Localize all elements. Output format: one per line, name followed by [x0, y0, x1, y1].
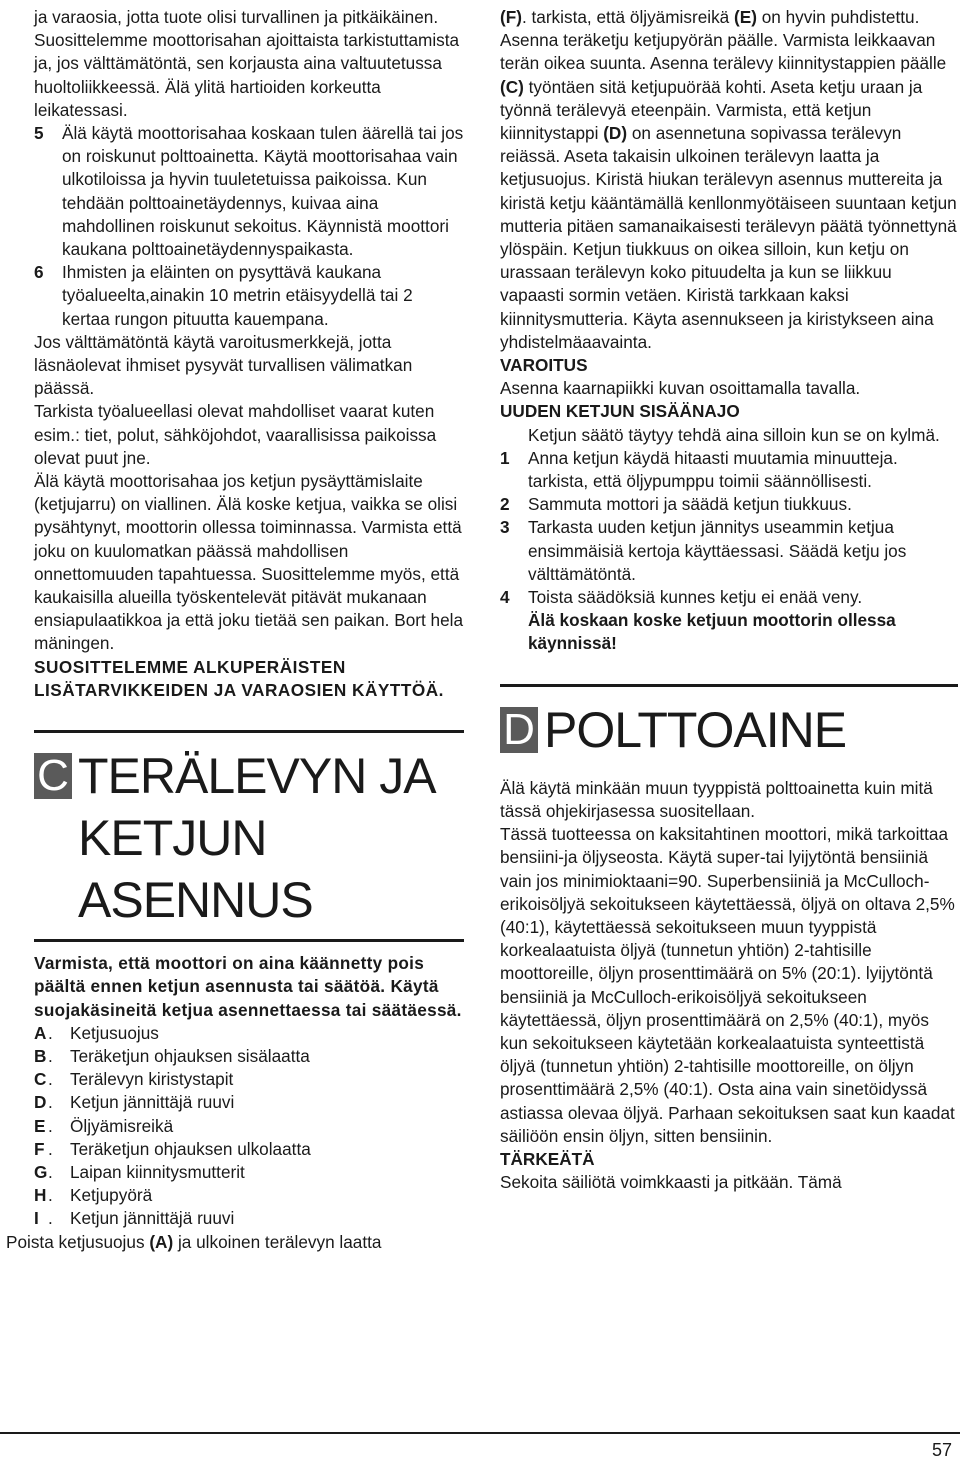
legend-label: Terälevyn kiristystapit [70, 1069, 234, 1090]
legend-label: Teräketjun ohjauksen sisälaatta [70, 1045, 310, 1066]
step-warning: Älä koskaan koske ketjuun moottorin ollessa käynnissä! [528, 610, 896, 654]
step-number: 3 [500, 517, 510, 538]
fuel-paragraph-2: Tässä tuotteessa on kaksitahtinen moottori, mikä tarkoittaa bensiini-ja öljyseosta. Käytä super-tai lyijytöntä bensiiniä vain jos minimioktaani=90. Superbensiiniä ja McCulloch-erikoisöljyä sekoitukseen käytettäessä, öljyä on oltava 2,5% (40:1), käytettäessä sekoitukseen muun tyyppistä korkealaatuista öljyä (tunnetun yhtiön) 2-tahtisille moottoreille, öljyn prosenttimäärä on 5% (20:1). lyijytöntä bensiiniä ja McCulloch-erikoisöljyä sekoitukseen käytettäessä, öljyn prosenttimäärä on 2,5% (40:1), myös kun sekoitukseen käytetään korkealaatuista synteettistä öljyä (tunnetun yhtiön) 2-tahtisille moottoreille, on öljyn prosenttimäärä 2,5% (40:1). Osta aina vain sinetöidyssä astiassa olevaa öljyä. Parhaan sekoituksen saat kun kaadat säiliöön ensin öljyn, sitten bensiinin. [500, 824, 955, 1146]
legend-key: E [34, 1115, 46, 1136]
intro-paragraph: ja varaosia, jotta tuote olisi turvallinen ja pitkäikäinen. Suosittelemme moottorisahan ajoittaista tarkistuttamista ja, jos välttämätöntä, sen korjausta aina valtuutetussa huoltoliikkeessä. Älä ylitä hartioiden korkeutta leikatessasi. [34, 7, 460, 120]
legend-item: G . Laipan kiinnitysmutterit [34, 1161, 464, 1184]
legend-key: A [34, 1022, 47, 1043]
section-divider [500, 684, 958, 687]
part-ref: (E) [734, 7, 757, 27]
section-title [78, 745, 436, 931]
legend-key: I [34, 1208, 39, 1229]
section-letter-badge: D [500, 707, 538, 753]
remove-cover-paragraph [6, 1231, 464, 1254]
text-run: on asennetuna sopivassa terälevyn reiässä. Aseta takaisin ulkoinen terälevyn laatta ja ketjusuojus. Kiristä hiukan terälevyn asennus muttereita ja kiristä ketju kääntämällä kenllonmyötäiseen suuntaan ketjun mutteria pitäen samanaikaisesti terälevyn päätä työnnettynä ylöspäin. Ketjun tiukkuus on oikea silloin, kun ketju on urassaan terälevyn koko pituudelta ja kun se liikkuu vapaasti sormin vetäen. Kiristä tarkkaan kaksi kiinnitysmutteria. Käyta asennukseen ja kiristykseen aina yhdistelmäaavainta. [500, 123, 957, 352]
break-in-steps [500, 447, 958, 656]
recommendation-paragraph: SUOSITTELEMME ALKUPERÄISTEN LISÄTARVIKKEIDEN JA VARAOSIEN KÄYTTÖÄ. [34, 656, 444, 700]
item-text: Ihmisten ja eläinten on pysyttävä kaukana työalueelta,ainakin 10 metrin etäisyydellä tai 2 kertaa rungon pituutta kauempana. [62, 262, 413, 329]
chain-brake-paragraph: Älä käytä moottorisahaa jos ketjun pysäyttämislaite (ketjujarru) on viallinen. Älä koske ketjua, vaikka se olisi pysähtynyt, moottorin ollessa toiminnassa. Varmista että joku on kuulomatkan päässä mahdollisen onnettomuuden tapahtuessa. Suosittelemme myös, että kaukaisilla alueilla työskentelevät pitävät mukanaan ensiapulaatikkoa ja että joku tietää sen paikan. Bort hela mäningen. [34, 471, 464, 654]
item-number: 5 [34, 123, 44, 144]
legend-item: D . Ketjun jännittäjä ruuvi [34, 1091, 464, 1114]
legend-key: G [34, 1161, 48, 1182]
section-title-line: TERÄLEVYN JA [78, 748, 436, 805]
warning-title: VAROITUS [500, 355, 588, 376]
page-number: 57 [931, 1440, 952, 1460]
left-column [6, 6, 464, 1254]
step-number: 4 [500, 587, 510, 608]
step-item [500, 493, 958, 516]
legend-key: B [34, 1045, 47, 1066]
legend-item: F . Teräketjun ohjauksen ulkolaatta [34, 1138, 464, 1161]
new-chain-title: UUDEN KETJUN SISÄÄNAJO [500, 401, 740, 422]
section-letter-badge: C [34, 753, 72, 799]
part-ref: (F) [500, 7, 522, 27]
warning-text: Asenna kaarnapiikki kuvan osoittamalla tavalla. [500, 378, 861, 399]
safety-item-5 [34, 122, 464, 261]
part-ref: (A) [149, 1231, 174, 1252]
text-run: työntäen sitä ketjupuörää kohti. Aseta ketju uraan ja työnnä terälevyä eteenpäin. Varmista, että ketjun kiinnitystappi [500, 76, 923, 144]
step-text: Tarkasta uuden ketjun jännitys useammin ketjua ensimmäisiä kertoja käyttäessasi. Säädä ketju jos välttämätöntä. [528, 517, 907, 584]
text-run: ja ulkoinen terälevyn laatta [173, 1231, 382, 1252]
hazards-paragraph: Tarkista työalueellasi olevat mahdolliset vaarat kuten esim.: tiet, polut, sähköjohdot, vaarallisissa paikoissa olevat puut jne. [34, 401, 437, 468]
section-d-heading [500, 699, 958, 769]
step-item [500, 586, 958, 609]
item-number: 6 [34, 262, 44, 283]
step-text: Anna ketjun käydä hitaasti muutamia minuutteja. tarkista, että öljypumppu toimii säännöllisesti. [528, 447, 898, 492]
section-c-heading [34, 745, 464, 939]
important-text: Sekoita säiliötä voimkkaasti ja pitkään. Tämä [500, 1172, 842, 1193]
assembly-warning: Varmista, että moottori on aina käännetty pois päältä ennen ketjun asennusta tai säätöä. Käytä suojakäsineitä ketjua asennettaessa tai säätäessä. [34, 953, 462, 1020]
part-ref: (D) [603, 123, 628, 144]
item-text: Älä käytä moottorisahaa koskaan tulen äärellä tai jos on roiskunut polttoainetta. Käytä moottorisahaa vain ulkotiloissa ja hyvin tuuletetuissa paikoissa. Kun tehdään polttoainetäydennys, kuivaa aina mahdollinen roiskunut sekoitus. Käynnistä moottori kaukana polttoainetäydennyspaikasta. [62, 123, 464, 260]
step-item [500, 516, 958, 586]
legend-key: C [34, 1069, 47, 1090]
legend-item: H . Ketjupyörä [34, 1184, 464, 1207]
step-text: Toista säädöksiä kunnes ketju ei enää veny. [528, 587, 863, 608]
text-run: Poista ketjusuojus [6, 1231, 150, 1252]
parts-legend [34, 1022, 464, 1231]
part-ref: (C) [500, 76, 524, 97]
important-title: TÄRKEÄTÄ [500, 1148, 595, 1169]
legend-label: Ketjupyörä [70, 1185, 153, 1206]
legend-item: E . Öljyämisreikä [34, 1115, 464, 1138]
legend-label: Öljyämisreikä [70, 1115, 174, 1136]
step-number: 1 [500, 447, 510, 468]
assembly-paragraph [500, 6, 958, 354]
text-run: on hyvin puhdistettu. Asenna teräketju ketjupyörän päälle. Varmista leikkaavan terän oikea suunta. Asenna terälevy kiinnitystappien päälle [500, 7, 947, 74]
new-chain-text: Ketjun säätö täytyy tehdä aina silloin kun se on kylmä. [528, 424, 940, 445]
legend-item: C . Terälevyn kiristystapit [34, 1068, 464, 1091]
legend-label: Teräketjun ohjauksen ulkolaatta [70, 1138, 311, 1159]
step-item [500, 447, 958, 493]
legend-item: A . Ketjusuojus [34, 1022, 464, 1045]
legend-item: B . Teräketjun ohjauksen sisälaatta [34, 1045, 464, 1068]
text-run: . tarkista, että öljyämisreikä [521, 7, 735, 27]
warning-signs-paragraph: Jos välttämätöntä käytä varoitusmerkkejä, jotta läsnäolevat ihmiset pysyvät turvallisen välimatkan päässä. [34, 331, 413, 399]
legend-label: Laipan kiinnitysmutterit [70, 1161, 245, 1182]
section-divider [34, 939, 464, 942]
safety-item-6 [34, 261, 464, 331]
legend-key: F [34, 1138, 45, 1159]
footer-rule [0, 1432, 960, 1434]
legend-label: Ketjusuojus [70, 1022, 159, 1043]
section-title-line: ASENNUS [78, 872, 313, 929]
section-title-line: KETJUN [78, 810, 267, 867]
step-number: 2 [500, 494, 510, 515]
legend-label: Ketjun jännittäjä ruuvi [70, 1208, 235, 1229]
legend-key: H [34, 1185, 47, 1206]
fuel-paragraph-1: Älä käytä minkään muun tyyppistä polttoainetta kuin mitä tässä ohjekirjasessa suositellaan. [500, 777, 933, 821]
right-column [500, 6, 958, 1194]
section-divider [34, 730, 464, 733]
legend-item: I . Ketjun jännittäjä ruuvi [34, 1207, 464, 1230]
legend-key: D [34, 1092, 47, 1113]
legend-label: Ketjun jännittäjä ruuvi [70, 1092, 235, 1113]
step-text: Sammuta mottori ja säädä ketjun tiukkuus. [528, 494, 852, 515]
section-title: POLTTOAINE [544, 701, 847, 758]
